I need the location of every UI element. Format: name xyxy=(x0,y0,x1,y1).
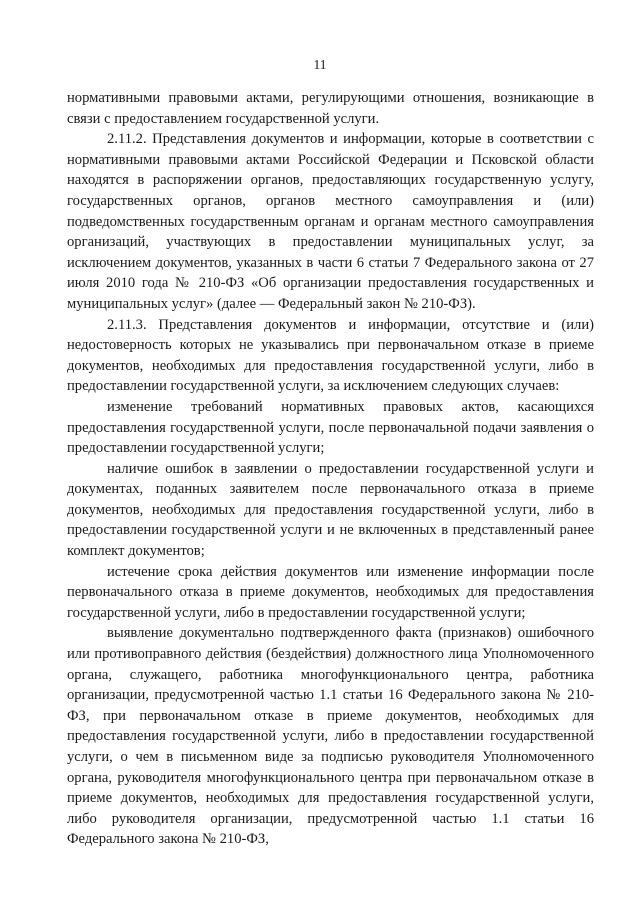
exception-item-document-expiry: истечение срока действия документов или изменение информации после первоначального отказа в приеме документов, необходимых для предоставления государственной услуги, либо в предоставлении государственной услуги; xyxy=(67,563,594,621)
paragraph-2-11-2: 2.11.2. Представления документов и информации, которые в соответствии с нормативными правовыми актами Российской Федерации и Псковской области находятся в распоряжении органов, предоставляющих государственную услугу, государственных органов, органов местного самоуправления и (или) подведомственных государственным органам и органам местного самоуправления организаций, участвующих в предоставлении муниципальных услуг, за исключением документов, указанных в части 6 статьи 7 Федерального закона от 27 июля 2010 года № 210-ФЗ «Об организации предоставления государственных и муниципальных услуг» (далее — Федеральный закон № 210-ФЗ). xyxy=(67,131,594,312)
exception-item-erroneous-action: выявление документально подтвержденного факта (признаков) ошибочного или противоправного действия (бездействия) должностного лица Уполномоченного органа, служащего, работника многофункционального центра, работника организации, предусмотренной частью 1.1 статьи 16 Федерального закона № 210-ФЗ, при первоначальном отказе в приеме документов, необходимых для предоставления государственной услуги, либо в предоставлении государственной услуги, о чем в письменном виде за подписью руководителя Уполномоченного органа, руководителя многофункционального центра при первоначальном отказе в приеме документов, необходимых для предоставления государственной услуги, либо руководителя организации, предусмотренной частью 1.1 статьи 16 Федерального закона № 210-ФЗ, xyxy=(67,625,594,848)
exception-item-requirements-change: изменение требований нормативных правовых актов, касающихся предоставления государственной услуги, после первоначальной подачи заявления о предоставлении государственной услуги; xyxy=(67,398,594,457)
exception-item-errors-in-application: наличие ошибок в заявлении о предоставлении государственной услуги и документах, поданных заявителем после первоначального отказа в приеме документов, необходимых для предоставления государственной услуги, либо в предоставлении государственной услуги и не включенных в представленный ранее комплект документов; xyxy=(67,460,594,560)
page-number: 11 xyxy=(313,57,327,72)
paragraph-continuation: нормативными правовыми актами, регулирующими отношения, возникающие в связи с предоставлением государственной услуги. xyxy=(67,90,594,127)
document-body xyxy=(67,88,594,850)
paragraph-2-11-3: 2.11.3. Представления документов и информации, отсутствие и (или) недостоверность которых не указывались при первоначальном отказе в приеме документов, необходимых для предоставления государственной услуги, либо в предоставлении государственной услуги, за исключением следующих случаев: xyxy=(67,316,594,395)
